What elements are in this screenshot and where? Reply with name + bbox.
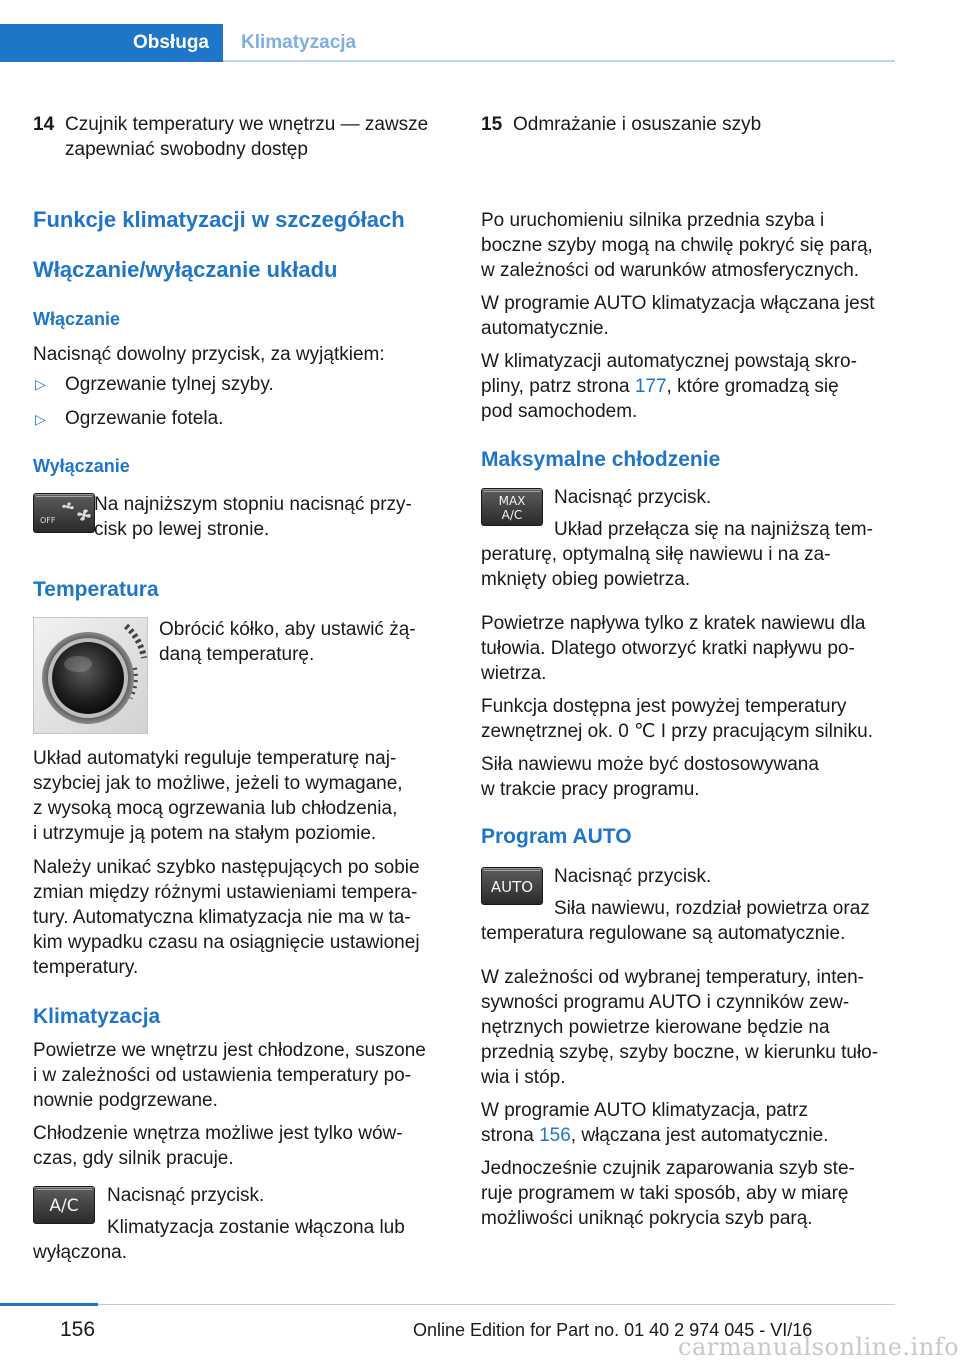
auto-on-line: W programie AUTO klimatyzacja włączana jest — [481, 293, 875, 314]
page-link-156[interactable]: 156 — [539, 1125, 571, 1146]
wylaczanie-line2: cisk po lewej stronie. — [94, 519, 270, 540]
fan-small-icon — [60, 501, 76, 513]
ac-line2: Klimatyzacja zostanie włączona lub — [107, 1217, 405, 1238]
max-ac-button-image — [481, 488, 543, 526]
unikac-para-line: temperatury. — [33, 957, 139, 978]
heading-program-auto: Program AUTO — [481, 825, 632, 848]
max-ac-label — [482, 494, 542, 522]
heading-wlaczanie: Włączanie — [33, 309, 121, 329]
prog-text: , włączana jest automatycznie. — [570, 1125, 829, 1146]
ac-label: A/C — [49, 1196, 79, 1216]
auto-para-line: i utrzymuje ją potem na stałym poziomie. — [33, 823, 377, 844]
tab-klimatyzacja[interactable] — [223, 24, 895, 62]
naplywa-line: tułowia. Dlatego otworzyć kratki napływu po‐ — [481, 638, 855, 659]
sila-line: Siła nawiewu może być dostosowywana — [481, 754, 819, 775]
temperature-knob-image — [33, 617, 148, 734]
item-15 — [481, 112, 502, 137]
auto-para-line: Układ automatyki reguluje temperaturę naj‐ — [33, 748, 397, 769]
heading-funkcje: Funkcje klimatyzacji w szczegółach — [33, 207, 405, 232]
zaleznosci-line: przednią szybę, szyby boczne, w kierunku tuło‐ — [481, 1042, 879, 1063]
klim-para-line: i w zależności od ustawienia temperatury po‐ — [33, 1065, 412, 1086]
fan-large-icon — [76, 508, 92, 522]
wlaczanie-text: Nacisnąć dowolny przycisk, za wyjątkiem: — [33, 344, 385, 365]
po-para-line: w zależności od warunków atmosferycznych. — [481, 260, 860, 281]
unikac-para-line: zmian między różnymi ustawieniami tempera‐ — [33, 882, 418, 903]
max-line4: mknięty obieg powietrza. — [481, 569, 691, 590]
skropliny-text: , które gromadzą się — [666, 376, 839, 397]
pa-line2: Siła nawiewu, rozdział powietrza oraz — [554, 898, 870, 919]
skropliny-text: pliny, patrz strona — [481, 376, 635, 397]
klim-para-line: nownie podgrzewane. — [33, 1090, 218, 1111]
item-number: 14 — [33, 114, 55, 135]
bullet-item: Ogrzewanie tylnej szyby. — [65, 374, 274, 395]
pa-line3: temperatura regulowane są automatycznie. — [481, 923, 846, 944]
po-para-line: Po uruchomieniu silnika przednia szyba i — [481, 210, 825, 231]
page-number: 156 — [60, 1318, 96, 1341]
max-label: MAX — [498, 494, 526, 508]
klim-para-line: Powietrze we wnętrzu jest chłodzone, suszone — [33, 1040, 426, 1061]
page-link-177[interactable]: 177 — [634, 376, 667, 397]
max-line2: Układ przełącza się na najniższą tem‐ — [554, 519, 873, 540]
funkcja-line: zewnętrznej ok. 0 ℃ I przy pracującym silniku. — [481, 721, 873, 742]
naplywa-line: wietrza. — [481, 663, 547, 684]
skropliny-line2 — [481, 374, 839, 399]
funkcja-line: Funkcja dostępna jest powyżej temperatury — [481, 696, 847, 717]
off-fan-button-image — [33, 493, 95, 533]
sila-line: w trakcie pracy programu. — [481, 779, 700, 800]
tab-obsluga[interactable] — [0, 24, 223, 62]
auto-label: AUTO — [490, 878, 534, 896]
tab-klimatyzacja-label: Klimatyzacja — [241, 32, 357, 53]
bullet-icon: ▷ — [35, 376, 46, 392]
pa-line1: Nacisnąć przycisk. — [554, 866, 712, 887]
heading-temperatura: Temperatura — [33, 578, 159, 601]
item-14-text-line2: zapewniać swobodny dostęp — [65, 139, 308, 160]
auto-para-line: szybciej jak to możliwe, jeżeli to wymagane, — [33, 773, 403, 794]
zaleznosci-line: sywności programu AUTO i czynników zew‐ — [481, 992, 850, 1013]
heading-wylaczanie: Wyłączanie — [33, 456, 130, 476]
heading-wlaczanie-ukladu: Włączanie/wyłączanie układu — [33, 257, 338, 282]
ac-line3: wyłączona. — [33, 1242, 127, 1263]
item-15-text: Odmrażanie i osuszanie szyb — [513, 114, 762, 135]
jedn-line: ruje programem w taki sposób, aby w miarę — [481, 1183, 849, 1204]
auto-on-line: automatycznie. — [481, 318, 609, 339]
max-line1: Nacisnąć przycisk. — [554, 487, 712, 508]
ac-line1: Nacisnąć przycisk. — [107, 1185, 265, 1206]
tab-obsluga-label: Obsługa — [132, 32, 209, 53]
header-divider — [223, 60, 895, 62]
bullet-icon: ▷ — [35, 411, 46, 427]
footer-rule — [98, 1304, 895, 1305]
chlodzenie-line: czas, gdy silnik pracuje. — [33, 1148, 234, 1169]
ac-label: A/C — [501, 508, 523, 522]
chapter-header — [0, 24, 895, 62]
naplywa-line: Powietrze napływa tylko z kratek nawiewu dla — [481, 613, 866, 634]
off-label: OFF — [40, 516, 56, 525]
item-14 — [33, 112, 54, 137]
edition-note: Online Edition for Part no. 01 40 2 974 045 - VI/16 — [413, 1320, 813, 1340]
item-number: 15 — [481, 114, 503, 135]
bullet-item: Ogrzewanie fotela. — [65, 408, 224, 429]
jedn-line: możliwości uniknąć pokrycia szyb parą. — [481, 1208, 813, 1229]
skropliny-line3: pod samochodem. — [481, 401, 638, 422]
po-para-line: boczne szyby mogą na chwilę pokryć się parą, — [481, 235, 873, 256]
zaleznosci-line: nętrznych powietrze kierowane będzie na — [481, 1017, 830, 1038]
temperature-knob-icon — [34, 618, 149, 735]
unikac-para-line: tury. Automatyczna klimatyzacja nie ma w ta‐ — [33, 907, 411, 928]
unikac-para-line: kim wypadku czasu na osiągnięcie ustawionej — [33, 932, 420, 953]
prog-line2 — [481, 1123, 828, 1148]
temperatura-line2: daną temperaturę. — [159, 644, 315, 665]
max-line3: peraturę, optymalną siłę nawiewu i na za‐ — [481, 544, 831, 565]
ac-button-image — [33, 1186, 95, 1224]
auto-para-line: z wysoką mocą ogrzewania lub chłodzenia, — [33, 798, 398, 819]
jedn-line: Jednocześnie czujnik zaparowania szyb ste‐ — [481, 1158, 855, 1179]
temperatura-line1: Obrócić kółko, aby ustawić żą‐ — [159, 619, 416, 640]
zaleznosci-line: wia i stóp. — [481, 1067, 566, 1088]
prog-text: strona — [481, 1125, 540, 1146]
auto-button-image — [481, 867, 543, 905]
unikac-para-line: Należy unikać szybko następujących po sobie — [33, 857, 420, 878]
heading-klimatyzacja: Klimatyzacja — [33, 1005, 161, 1028]
footer-accent-rule — [0, 1303, 98, 1306]
item-14-text-line1: Czujnik temperatury we wnętrzu — zawsze — [65, 114, 429, 135]
watermark: carmanualsonline.info — [678, 1333, 960, 1361]
chlodzenie-line: Chłodzenie wnętrza możliwe jest tylko wów‐ — [33, 1123, 403, 1144]
skropliny-line1: W klimatyzacji automatycznej powstają skro‐ — [481, 351, 857, 372]
heading-maksymalne: Maksymalne chłodzenie — [481, 448, 721, 471]
wylaczanie-line1: Na najniższym stopniu nacisnąć przy‐ — [94, 494, 412, 515]
zaleznosci-line: W zależności od wybranej temperatury, inten‐ — [481, 967, 864, 988]
prog-line1: W programie AUTO klimatyzacja, patrz — [481, 1100, 808, 1121]
